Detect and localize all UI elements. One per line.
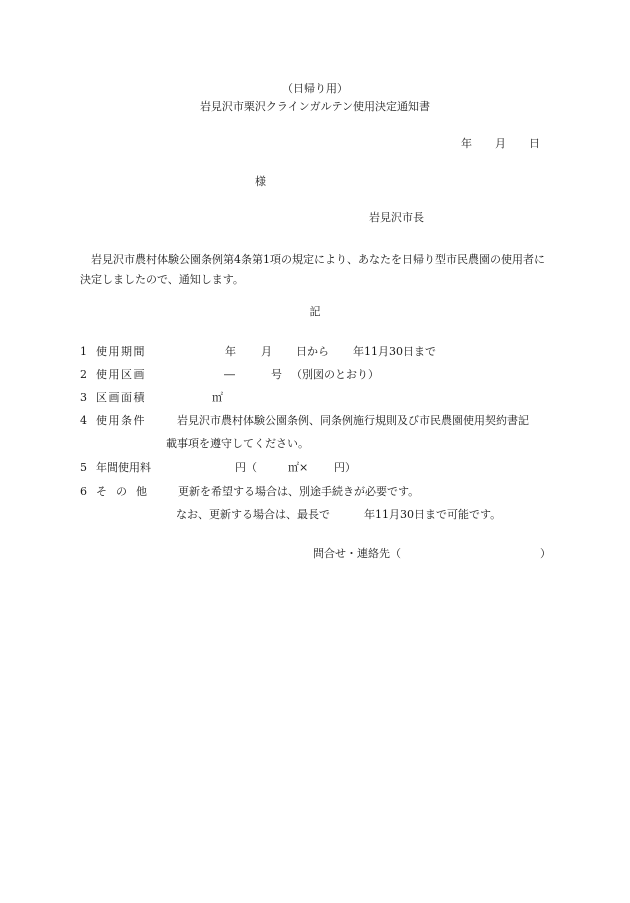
fee-sqm-times: ㎡× (288, 461, 309, 474)
item-number: 3 (80, 391, 87, 404)
item-label: 使用条件 (96, 414, 146, 427)
item-number: 6 (80, 485, 87, 498)
period-end: 年11月30日まで (353, 345, 436, 358)
contact-close: ） (540, 547, 551, 560)
item-label: 区画面積 (96, 391, 146, 404)
addressee-honorific: 様 (255, 175, 266, 188)
issue-date (461, 138, 540, 149)
item-label: 年間使用料 (96, 461, 151, 474)
other-line-1: 更新を希望する場合は、別途手続きが必要です。 (178, 485, 420, 498)
item-number: 5 (80, 461, 87, 474)
issuer-name: 岩見沢市長 (369, 211, 424, 224)
fee-yen-open: 円（ (235, 461, 257, 474)
period-month-unit: 月 (261, 345, 272, 358)
plot-map-note: （別図のとおり） (291, 368, 379, 381)
ki-heading: 記 (309, 305, 321, 318)
date-day-unit: 日 (529, 137, 540, 150)
plot-dash: ― (224, 368, 235, 381)
item-number: 4 (80, 414, 87, 427)
document-subtitle: （日帰り用） (282, 82, 348, 95)
date-year-unit: 年 (461, 137, 472, 150)
period-year-unit: 年 (225, 345, 236, 358)
contact-info (313, 547, 551, 560)
area-unit: ㎡ (212, 391, 223, 404)
date-month-unit: 月 (495, 137, 506, 150)
fee-yen-close: 円） (334, 461, 356, 474)
item-number: 1 (80, 345, 87, 358)
plot-number-unit: 号 (271, 368, 282, 381)
conditions-line-1: 岩見沢市農村体験公園条例、同条例施行規則及び市民農園使用契約書記 (177, 414, 529, 427)
item-label: 使用区画 (96, 368, 146, 381)
other-line-2b: 年11月30日まで可能です。 (364, 508, 502, 521)
item-label: 使用期間 (96, 345, 146, 358)
other-line-2a: なお、更新する場合は、最長で (176, 508, 330, 521)
period-day-from: 日から (296, 345, 329, 358)
item-label: その他 (96, 485, 156, 498)
document-title: 岩見沢市栗沢クラインガルテン使用決定通知書 (199, 100, 431, 113)
item-number: 2 (80, 368, 87, 381)
contact-label: 問合せ・連絡先（ (313, 547, 401, 560)
conditions-line-2: 載事項を遵守してください。 (166, 437, 309, 450)
notice-body: 岩見沢市農村体験公園条例第4条第1項の規定により、あなたを日帰り型市民農園の使用者に決定しましたので、通知します。 (80, 253, 545, 286)
